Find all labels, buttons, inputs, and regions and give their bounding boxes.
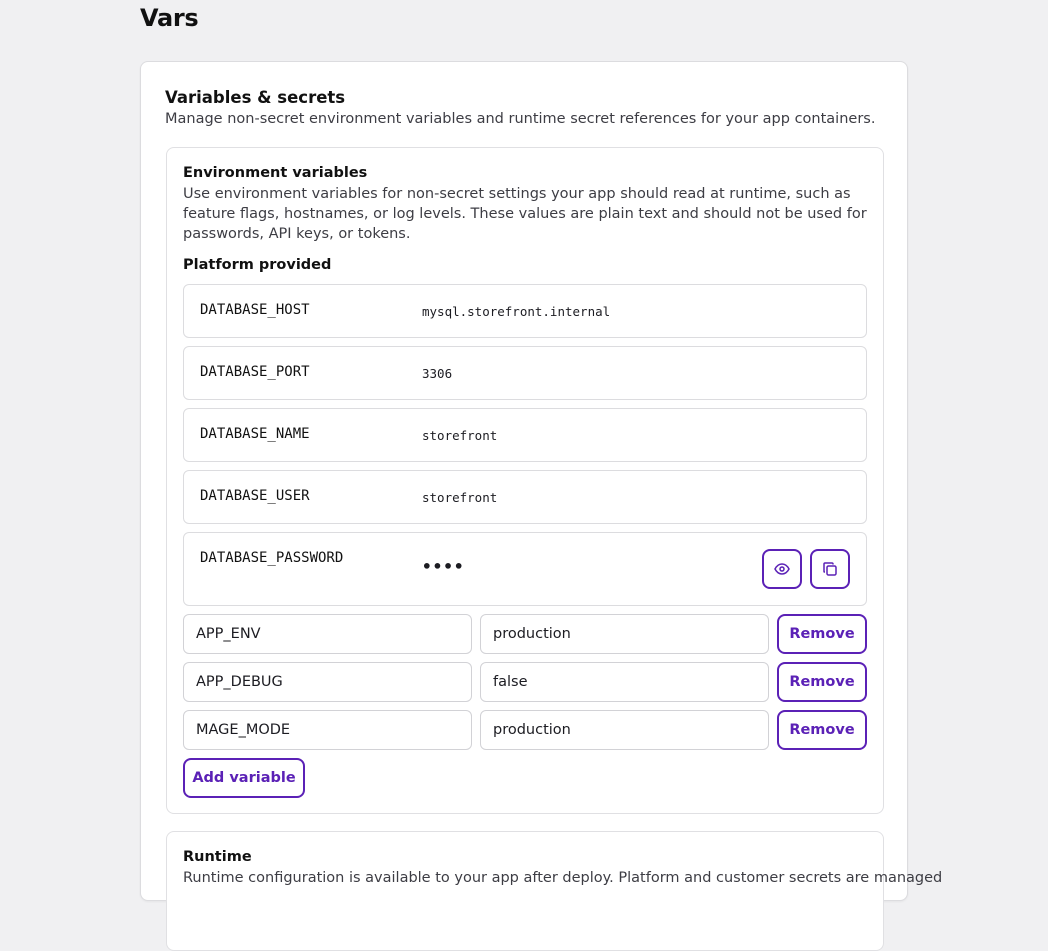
var-value-input[interactable]: false xyxy=(480,662,769,702)
platform-var-row xyxy=(183,470,867,524)
var-key-input[interactable]: APP_DEBUG xyxy=(183,662,472,702)
section-description: Runtime configuration is available to your app after deploy. Platform and customer secrets are managed xyxy=(183,870,943,886)
platform-var-value: storefront xyxy=(422,428,498,443)
environment-variables-section xyxy=(166,147,884,814)
runtime-section xyxy=(166,831,943,951)
var-key-input[interactable]: MAGE_MODE xyxy=(183,710,472,750)
masked-secret-value: •••• xyxy=(422,557,465,576)
platform-var-row xyxy=(183,408,867,462)
platform-secret-row xyxy=(183,532,867,606)
platform-var-key: DATABASE_PORT xyxy=(200,364,310,380)
section-description: Use environment variables for non-secret settings your app should read at runtime, such as feature flags, hostnames, or log levels. These values are plain text and should not be used for passwords, API keys, or tokens. xyxy=(183,186,867,242)
copy-icon xyxy=(822,561,838,577)
platform-var-key: DATABASE_USER xyxy=(200,488,310,504)
var-value-input[interactable]: production xyxy=(480,710,769,750)
page-title: Vars xyxy=(140,4,199,32)
custom-var-row xyxy=(183,710,867,750)
section-title: Runtime xyxy=(183,849,252,865)
card-title: Variables & secrets xyxy=(165,88,346,107)
remove-var-button[interactable]: Remove xyxy=(777,662,867,702)
platform-var-value: storefront xyxy=(422,490,498,505)
section-title: Environment variables xyxy=(183,165,368,181)
platform-var-key: DATABASE_NAME xyxy=(200,426,310,442)
custom-var-row xyxy=(183,662,867,702)
custom-var-row xyxy=(183,614,867,654)
variables-card xyxy=(140,61,943,901)
remove-var-button[interactable]: Remove xyxy=(777,710,867,750)
platform-var-key: DATABASE_HOST xyxy=(200,302,310,318)
remove-var-button[interactable]: Remove xyxy=(777,614,867,654)
platform-var-key: DATABASE_PASSWORD xyxy=(200,550,344,566)
add-variable-button[interactable]: Add variable xyxy=(183,758,305,798)
platform-var-row xyxy=(183,284,867,338)
platform-var-row xyxy=(183,346,867,400)
copy-secret-button[interactable] xyxy=(810,549,850,589)
eye-icon xyxy=(774,561,790,577)
card-subtitle: Manage non-secret environment variables and runtime secret references for your app containers. xyxy=(165,111,876,127)
var-key-input[interactable]: APP_ENV xyxy=(183,614,472,654)
platform-var-value: 3306 xyxy=(422,366,453,381)
platform-provided-heading: Platform provided xyxy=(183,257,332,273)
platform-var-value: mysql.storefront.internal xyxy=(422,304,611,319)
var-value-input[interactable]: production xyxy=(480,614,769,654)
reveal-secret-button[interactable] xyxy=(762,549,802,589)
